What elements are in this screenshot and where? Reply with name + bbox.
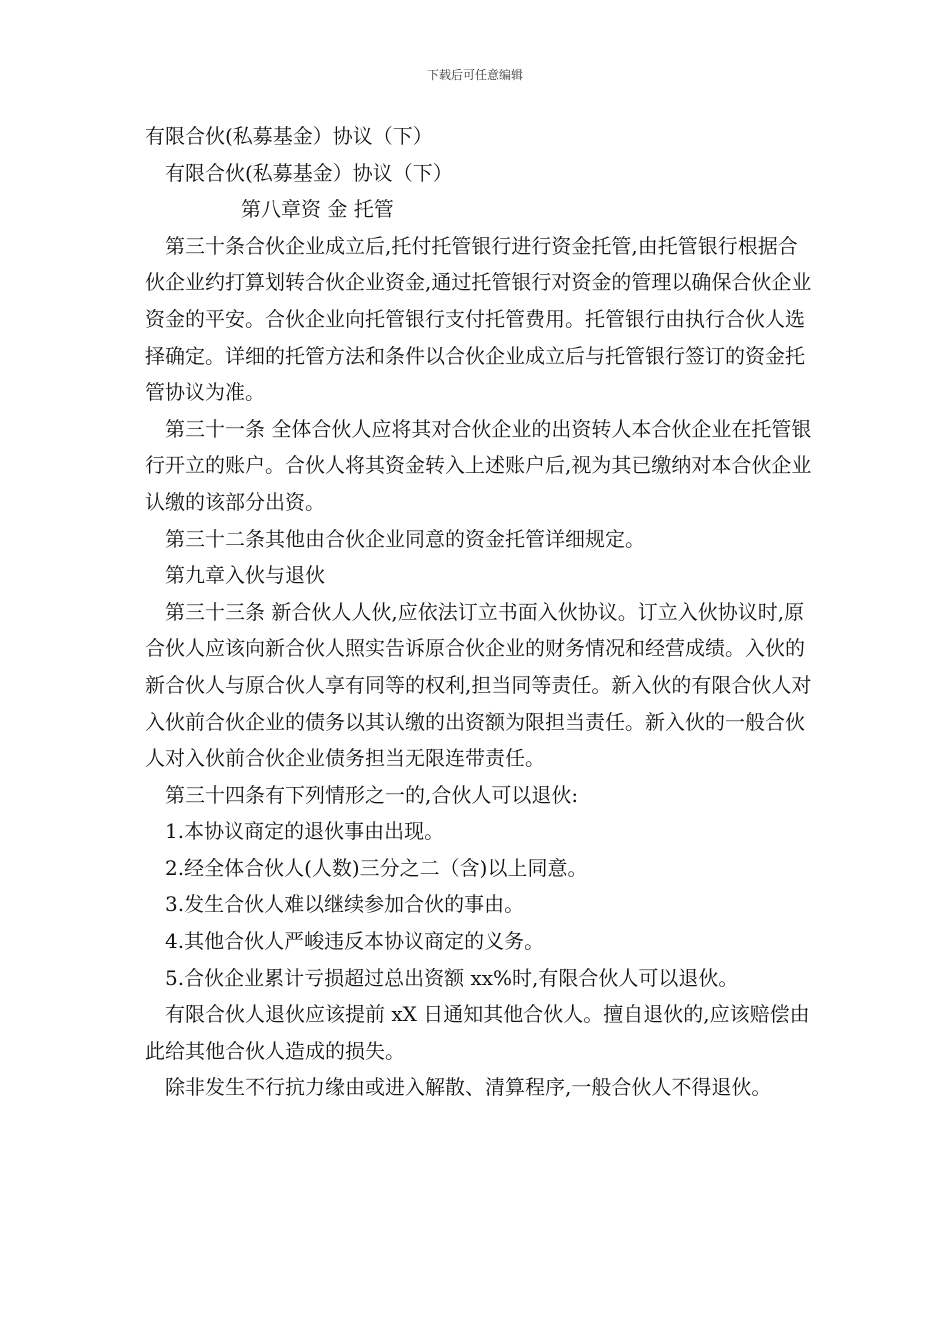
- chapter-8-title: 第八章资 金 托管: [241, 197, 394, 222]
- document-subtitle: 有限合伙(私募基金）协议（下）: [165, 160, 453, 185]
- list-item-1: 1.本协议商定的退伙事由出现。: [165, 819, 445, 844]
- paragraph-article-31: 第三十一条 全体合伙人应将其对合伙企业的出资转人本合伙企业在托管银行开立的账户。合伙人将其资金转入上述账户后,视为其已缴纳对本合伙企业认缴的该部分出资。: [145, 416, 812, 514]
- paragraph-article-34: 第三十四条有下列情形之一的,合伙人可以退伙:: [165, 782, 579, 807]
- header-note: 下载后可任意编辑: [426, 68, 523, 82]
- paragraph-article-30: 第三十条合伙企业成立后,托付托管银行进行资金托管,由托管银行根据合伙企业约打算划转合伙企业资金,通过托管银行对资金的管理以确保合伙企业资金的平安。合伙企业向托管银行支付托管费用。托管银行由执行合伙人选择确定。详细的托管方法和条件以合伙企业成立后与托管银行签订的资金托管协议为准。: [145, 233, 812, 405]
- paragraph-article-32: 第三十二条其他由合伙企业同意的资金托管详细规定。: [165, 526, 645, 551]
- list-item-4: 4.其他合伙人严峻违反本协议商定的义务。: [165, 929, 545, 954]
- document-title: 有限合伙(私募基金）协议（下）: [145, 124, 433, 148]
- list-item-2: 2.经全体合伙人(人数)三分之二（含)以上同意。: [165, 855, 588, 880]
- list-item-5: 5.合伙企业累计亏损超过总出资额 xx%时,有限合伙人可以退伙。: [165, 965, 739, 990]
- list-item-3: 3.发生合伙人难以继续参加合伙的事由。: [165, 892, 525, 917]
- document-body: [145, 118, 813, 1106]
- chapter-9-title: 第九章入伙与退伙: [165, 563, 325, 588]
- paragraph-force-majeure: 除非发生不行抗力缘由或进入解散、清算程序,一般合伙人不得退伙。: [165, 1075, 772, 1100]
- paragraph-notice: 有限合伙人退伙应该提前 xX 日通知其他合伙人。擅自退伙的,应该赔偿由此给其他合伙人造成的损失。: [145, 1002, 810, 1063]
- paragraph-article-33: 第三十三条 新合伙人人伙,应依法订立书面入伙协议。订立入伙协议时,原合伙人应该向新合伙人照实告诉原合伙企业的财务情况和经营成绩。入伙的新合伙人与原合伙人享有同等的权利,担当同等责任。新入伙的有限合伙人对入伙前合伙企业的债务以其认缴的出资额为限担当责任。新入伙的一般合伙人对入伙前合伙企业债务担当无限连带责任。: [145, 599, 812, 771]
